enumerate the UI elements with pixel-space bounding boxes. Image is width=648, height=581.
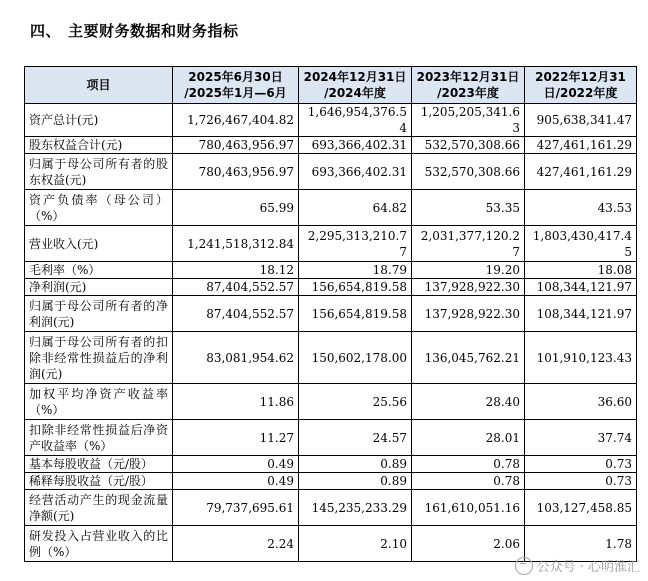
row-label: 营业收入(元)	[25, 226, 173, 262]
cell-value: 2,031,377,120.27	[412, 226, 525, 262]
table-row	[25, 456, 637, 473]
row-label: 归属于母公司所有者的净利润(元)	[25, 296, 173, 332]
cell-value: 65.99	[173, 190, 299, 226]
watermark-text: 公众号 · 心明淮汇	[536, 560, 640, 575]
cell-value: 87,404,552.57	[173, 279, 299, 296]
cell-value: 136,045,762.21	[412, 332, 525, 384]
cell-value: 103,127,458.85	[525, 490, 637, 526]
row-label: 扣除非经常性损益后净资产收益率（%）	[25, 420, 173, 456]
cell-value: 156,654,819.58	[299, 296, 412, 332]
row-label: 稀释每股收益（元/股）	[25, 473, 173, 490]
cell-value: 2.06	[412, 526, 525, 562]
cell-value: 18.79	[299, 262, 412, 279]
table-row	[25, 384, 637, 420]
section-heading: 主要财务数据和财务指标	[68, 22, 239, 40]
table-row	[25, 190, 637, 226]
cell-value: 1.78	[525, 526, 637, 562]
row-label: 研发投入占营业收入的比例（%）	[25, 526, 173, 562]
row-label: 资产负债率（母公司）（%）	[25, 190, 173, 226]
table-row	[25, 279, 637, 296]
cell-value: 532,570,308.66	[412, 154, 525, 190]
cell-value: 693,366,402.31	[299, 154, 412, 190]
table-header-row	[25, 67, 637, 104]
cell-value: 19.20	[412, 262, 525, 279]
cell-value: 532,570,308.66	[412, 137, 525, 154]
cell-value: 0.89	[299, 473, 412, 490]
cell-value: 145,235,233.29	[299, 490, 412, 526]
cell-value: 2,295,313,210.77	[299, 226, 412, 262]
cell-value: 37.74	[525, 420, 637, 456]
cell-value: 0.73	[525, 473, 637, 490]
row-label: 毛利率（%）	[25, 262, 173, 279]
cell-value: 0.49	[173, 456, 299, 473]
cell-value: 0.89	[299, 456, 412, 473]
cell-value: 150,602,178.00	[299, 332, 412, 384]
table-row	[25, 332, 637, 384]
cell-value: 87,404,552.57	[173, 296, 299, 332]
cell-value: 18.08	[525, 262, 637, 279]
cell-value: 1,726,467,404.82	[173, 104, 299, 137]
cell-value: 108,344,121.97	[525, 296, 637, 332]
cell-value: 1,803,430,417.45	[525, 226, 637, 262]
table-row	[25, 296, 637, 332]
section-number: 四、	[30, 22, 62, 40]
row-label: 净利润(元)	[25, 279, 173, 296]
cell-value: 161,610,051.16	[412, 490, 525, 526]
cell-value: 53.35	[412, 190, 525, 226]
wechat-icon	[515, 557, 533, 575]
cell-value: 1,241,518,312.84	[173, 226, 299, 262]
row-label: 加权平均净资产收益率（%）	[25, 384, 173, 420]
table-row	[25, 262, 637, 279]
cell-value: 43.53	[525, 190, 637, 226]
row-label: 归属于母公司所有者的扣除非经常性损益后的净利润(元)	[25, 332, 173, 384]
cell-value: 83,081,954.62	[173, 332, 299, 384]
cell-value: 427,461,161.29	[525, 137, 637, 154]
cell-value: 2.24	[173, 526, 299, 562]
header-col2: 2024年12月31日 /2024年度	[299, 67, 412, 104]
row-label: 归属于母公司所有者的股东权益(元)	[25, 154, 173, 190]
cell-value: 36.60	[525, 384, 637, 420]
cell-value: 156,654,819.58	[299, 279, 412, 296]
header-col1: 2025年6月30日 /2025年1月—6月	[173, 67, 299, 104]
cell-value: 137,928,922.30	[412, 296, 525, 332]
header-item: 项目	[25, 67, 173, 104]
header-col3: 2023年12月31日 /2023年度	[412, 67, 525, 104]
cell-value: 11.86	[173, 384, 299, 420]
row-label: 资产总计(元)	[25, 104, 173, 137]
row-label: 基本每股收益（元/股）	[25, 456, 173, 473]
table-row	[25, 490, 637, 526]
table-row	[25, 154, 637, 190]
row-label: 股东权益合计(元)	[25, 137, 173, 154]
header-col4: 2022年12月31 日/2022年度	[525, 67, 637, 104]
cell-value: 0.78	[412, 456, 525, 473]
cell-value: 905,638,341.47	[525, 104, 637, 137]
financial-table	[24, 66, 637, 562]
cell-value: 108,344,121.97	[525, 279, 637, 296]
cell-value: 693,366,402.31	[299, 137, 412, 154]
cell-value: 0.78	[412, 473, 525, 490]
cell-value: 11.27	[173, 420, 299, 456]
cell-value: 24.57	[299, 420, 412, 456]
cell-value: 1,205,205,341.63	[412, 104, 525, 137]
cell-value: 2.10	[299, 526, 412, 562]
table-row	[25, 104, 637, 137]
cell-value: 18.12	[173, 262, 299, 279]
row-label: 经营活动产生的现金流量净额(元)	[25, 490, 173, 526]
cell-value: 137,928,922.30	[412, 279, 525, 296]
cell-value: 64.82	[299, 190, 412, 226]
cell-value: 0.73	[525, 456, 637, 473]
cell-value: 427,461,161.29	[525, 154, 637, 190]
table-row	[25, 420, 637, 456]
cell-value: 780,463,956.97	[173, 137, 299, 154]
cell-value: 28.01	[412, 420, 525, 456]
table-row	[25, 137, 637, 154]
watermark	[515, 556, 640, 575]
cell-value: 0.49	[173, 473, 299, 490]
section-title	[30, 20, 239, 41]
cell-value: 101,910,123.43	[525, 332, 637, 384]
cell-value: 780,463,956.97	[173, 154, 299, 190]
cell-value: 79,737,695.61	[173, 490, 299, 526]
cell-value: 28.40	[412, 384, 525, 420]
table-row	[25, 473, 637, 490]
table-row	[25, 226, 637, 262]
cell-value: 25.56	[299, 384, 412, 420]
cell-value: 1,646,954,376.54	[299, 104, 412, 137]
